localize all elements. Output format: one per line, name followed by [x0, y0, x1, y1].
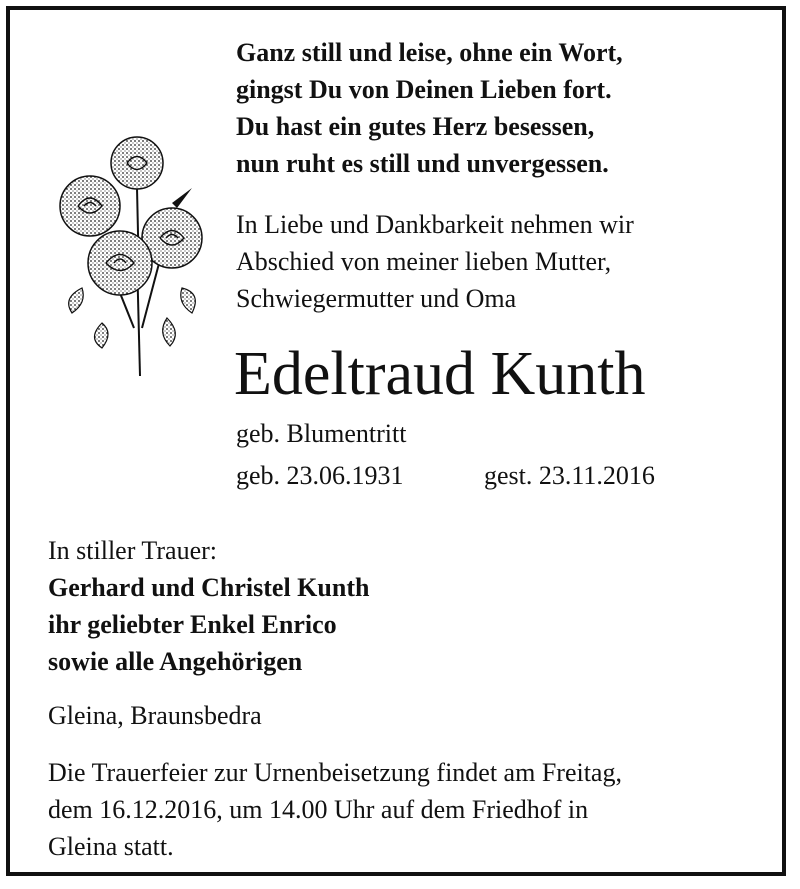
life-dates [236, 460, 655, 492]
poem-line: gingst Du von Deinen Lieben fort. [236, 75, 612, 104]
deceased-name: Edeltraud Kunth [234, 340, 646, 408]
mourner-name: Gerhard und Christel Kunth [48, 573, 370, 602]
poem-line: Du hast ein gutes Herz besessen, [236, 112, 595, 141]
poem [236, 34, 623, 182]
funeral-notice [48, 754, 622, 865]
funeral-line: Die Trauerfeier zur Urnenbeisetzung findet am Freitag, [48, 758, 622, 787]
intro-line: Abschied von meiner lieben Mutter, [236, 247, 612, 276]
obituary-frame [6, 6, 786, 876]
mourners [48, 532, 369, 680]
intro-line: Schwiegermutter und Oma [236, 284, 517, 313]
intro-text [236, 206, 634, 317]
birth-date: geb. 23.06.1931 [236, 461, 404, 490]
mourners-heading: In stiller Trauer: [48, 536, 217, 565]
mourner-name: ihr geliebter Enkel Enrico [48, 610, 337, 639]
roses-illustration [42, 128, 207, 378]
place: Gleina, Braunsbedra [48, 701, 262, 730]
funeral-line: dem 16.12.2016, um 14.00 Uhr auf dem Friedhof in [48, 795, 589, 824]
intro-line: In Liebe und Dankbarkeit nehmen wir [236, 210, 634, 239]
birth-name: geb. Blumentritt [236, 419, 407, 448]
mourner-name: sowie alle Angehörigen [48, 647, 303, 676]
death-date: gest. 23.11.2016 [484, 461, 655, 490]
funeral-line: Gleina statt. [48, 832, 174, 861]
poem-line: Ganz still und leise, ohne ein Wort, [236, 38, 623, 67]
poem-line: nun ruht es still und unvergessen. [236, 149, 609, 178]
